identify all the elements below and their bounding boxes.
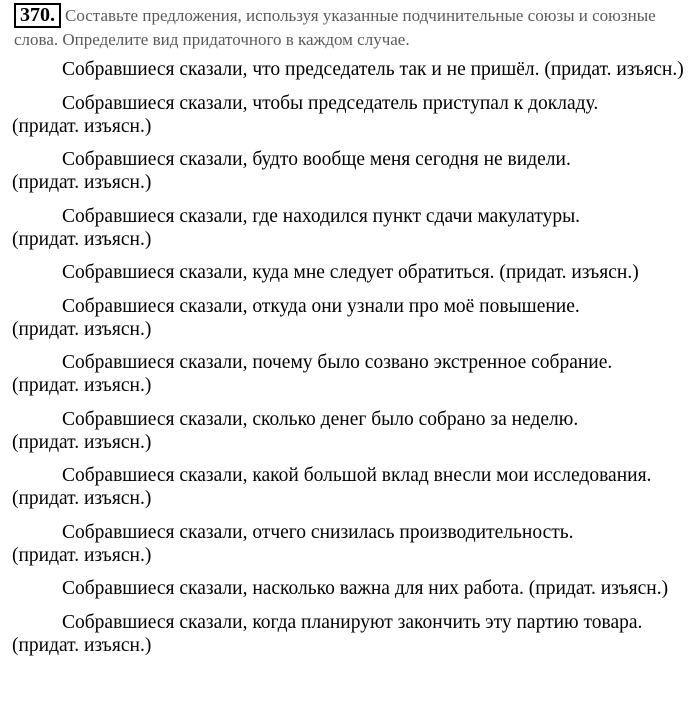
- sentence-item: [12, 351, 692, 397]
- sentence-label: (придат. изъясн.): [12, 544, 152, 566]
- sentence-label: (придат. изъясн.): [12, 115, 152, 137]
- sentence-text: Собравшиеся сказали, откуда они узнали про моё повышение.: [62, 295, 580, 317]
- sentence-text: Собравшиеся сказали, когда планируют закончить эту партию товара.: [62, 611, 643, 633]
- sentence-label: (придат. изъясн.): [12, 318, 152, 340]
- sentence-list: [12, 58, 692, 667]
- sentence-label: (придат. изъясн.): [12, 634, 152, 656]
- sentence-label: (придат. изъясн.): [544, 59, 684, 80]
- sentence-item: [12, 295, 692, 341]
- sentence-text: Собравшиеся сказали, куда мне следует обратиться.: [62, 262, 495, 283]
- sentence-text: Собравшиеся сказали, почему было созвано экстренное собрание.: [62, 352, 613, 373]
- sentence-label: (придат. изъясн.): [12, 172, 152, 193]
- sentence-item: [12, 464, 692, 510]
- sentence-label: (придат. изъясн.): [12, 488, 152, 509]
- sentence-label: (придат. изъясн.): [12, 431, 152, 453]
- sentence-item: [12, 521, 692, 567]
- sentence-item: [12, 92, 692, 138]
- sentence-item: [12, 205, 692, 251]
- sentence-item: [12, 577, 692, 600]
- sentence-label: (придат. изъясн.): [528, 578, 669, 599]
- sentence-label: (придат. изъясн.): [499, 262, 639, 283]
- sentence-text: Собравшиеся сказали, чтобы председатель приступал к докладу.: [62, 92, 599, 114]
- task-number: 370.: [14, 3, 61, 28]
- sentence-item: [12, 261, 692, 284]
- task-instruction: Составьте предложения, используя указанные подчинительные союзы и союзные слова. Определите вид придаточного в каждом случае.: [14, 6, 656, 49]
- sentence-item: [12, 611, 692, 657]
- sentence-label: (придат. изъясн.): [12, 228, 152, 250]
- sentence-text: Собравшиеся сказали, насколько важна для них работа.: [62, 578, 524, 599]
- sentence-text: Собравшиеся сказали, какой большой вклад внесли мои исследования.: [62, 465, 652, 486]
- sentence-text: Собравшиеся сказали, что председатель так и не пришёл.: [62, 59, 540, 80]
- sentence-text: Собравшиеся сказали, сколько денег было собрано за неделю.: [62, 408, 579, 430]
- sentence-item: [12, 148, 692, 194]
- task-header: [14, 3, 690, 52]
- sentence-text: Собравшиеся сказали, отчего снизилась производительность.: [62, 521, 574, 543]
- sentence-text: Собравшиеся сказали, будто вообще меня сегодня не видели.: [62, 149, 571, 170]
- sentence-label: (придат. изъясн.): [12, 375, 152, 396]
- sentence-item: [12, 408, 692, 454]
- sentence-item: [12, 58, 692, 81]
- sentence-text: Собравшиеся сказали, где находился пункт сдачи макулатуры.: [62, 205, 581, 227]
